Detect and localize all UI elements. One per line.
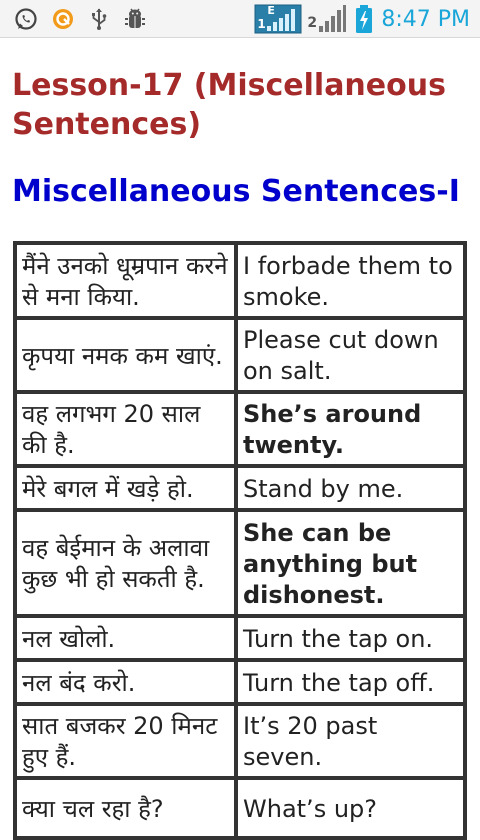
table-row bbox=[15, 616, 465, 660]
sentences-table bbox=[13, 241, 467, 840]
sim1-network-type: E bbox=[267, 4, 275, 17]
table-row bbox=[15, 243, 465, 318]
table-row bbox=[15, 704, 465, 778]
battery-charging-icon bbox=[355, 4, 373, 34]
hindi-sentence: वह बेईमान के अलावा कुछ भी हो सकती है. bbox=[15, 510, 236, 616]
sim1-signal-icon bbox=[254, 4, 302, 34]
section-title: Miscellaneous Sentences-I bbox=[12, 174, 460, 209]
status-bar bbox=[0, 0, 480, 38]
english-translation: She can be anything but dishonest. bbox=[236, 510, 465, 616]
android-debug-icon bbox=[123, 7, 147, 31]
hindi-sentence: नल बंद करो. bbox=[15, 660, 236, 704]
sim2-signal-icon bbox=[307, 4, 347, 34]
lesson-content bbox=[0, 38, 480, 823]
table-row bbox=[15, 510, 465, 616]
sim1-label: 1 bbox=[257, 17, 266, 31]
table-row bbox=[15, 392, 465, 466]
hindi-sentence: नल खोलो. bbox=[15, 616, 236, 660]
table-row bbox=[15, 318, 465, 392]
clock: 8:47 PM bbox=[381, 6, 470, 32]
usb-icon bbox=[87, 7, 111, 31]
english-translation: Turn the tap off. bbox=[236, 660, 465, 704]
english-translation: She’s around twenty. bbox=[236, 392, 465, 466]
english-translation: I forbade them to smoke. bbox=[236, 243, 465, 318]
whatsapp-icon bbox=[14, 7, 38, 31]
hindi-sentence: मैंने उनको धूम्रपान करने से मना किया. bbox=[15, 243, 236, 318]
english-translation: Turn the tap on. bbox=[236, 616, 465, 660]
hindi-sentence: वह लगभग 20 साल की है. bbox=[15, 392, 236, 466]
hindi-sentence: कृपया नमक कम खाएं. bbox=[15, 318, 236, 392]
table-row bbox=[15, 660, 465, 704]
english-translation: Please cut down on salt. bbox=[236, 318, 465, 392]
hindi-sentence: मेरे बगल में खड़े हो. bbox=[15, 466, 236, 510]
english-translation: What’s up? bbox=[236, 778, 465, 838]
table-row bbox=[15, 778, 465, 838]
table-row bbox=[15, 466, 465, 510]
lesson-title: Lesson-17 (Miscellaneous Sentences) bbox=[12, 68, 446, 142]
english-translation: Stand by me. bbox=[236, 466, 465, 510]
hindi-sentence: सात बजकर 20 मिनट हुए हैं. bbox=[15, 704, 236, 778]
hindi-sentence: क्या चल रहा है? bbox=[15, 778, 236, 838]
status-bar-right bbox=[254, 4, 470, 34]
sim2-label: 2 bbox=[307, 15, 318, 31]
english-translation: It’s 20 past seven. bbox=[236, 704, 465, 778]
app-notification-icon bbox=[51, 7, 75, 31]
